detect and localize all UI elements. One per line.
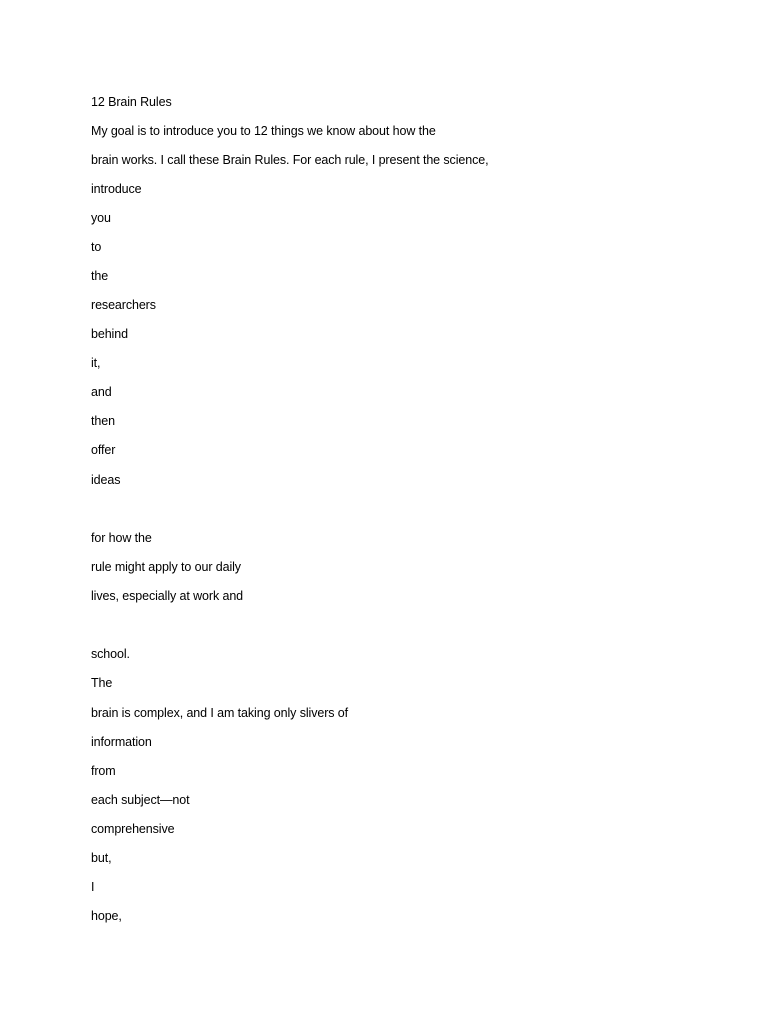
text-line: introduce bbox=[91, 182, 142, 196]
text-line: brain is complex, and I am taking only slivers of bbox=[91, 706, 349, 720]
document-title: 12 Brain Rules bbox=[91, 95, 172, 109]
text-line: offer bbox=[91, 443, 116, 457]
text-line: information bbox=[91, 735, 152, 749]
text-line: and bbox=[91, 385, 112, 399]
text-line: school. bbox=[91, 647, 130, 661]
text-line: hope, bbox=[91, 909, 122, 923]
text-line: behind bbox=[91, 327, 128, 341]
text-line: lives, especially at work and bbox=[91, 589, 244, 603]
text-line: My goal is to introduce you to 12 things we know about how the bbox=[91, 124, 436, 138]
text-line: the bbox=[91, 269, 109, 283]
text-line: The bbox=[91, 676, 113, 690]
text-line: it, bbox=[91, 356, 101, 370]
text-line: for how the bbox=[91, 531, 152, 545]
text-line: but, bbox=[91, 851, 112, 865]
text-line: then bbox=[91, 414, 115, 428]
text-line: ideas bbox=[91, 473, 121, 487]
text-line: rule might apply to our daily bbox=[91, 560, 241, 574]
text-line: to bbox=[91, 240, 102, 254]
text-line: brain works. I call these Brain Rules. For each rule, I present the science, bbox=[91, 153, 489, 167]
text-line: researchers bbox=[91, 298, 156, 312]
text-line: from bbox=[91, 764, 116, 778]
text-line: comprehensive bbox=[91, 822, 175, 836]
text-line: each subject—not bbox=[91, 793, 190, 807]
text-line: I bbox=[91, 880, 95, 894]
text-line: you bbox=[91, 211, 111, 225]
